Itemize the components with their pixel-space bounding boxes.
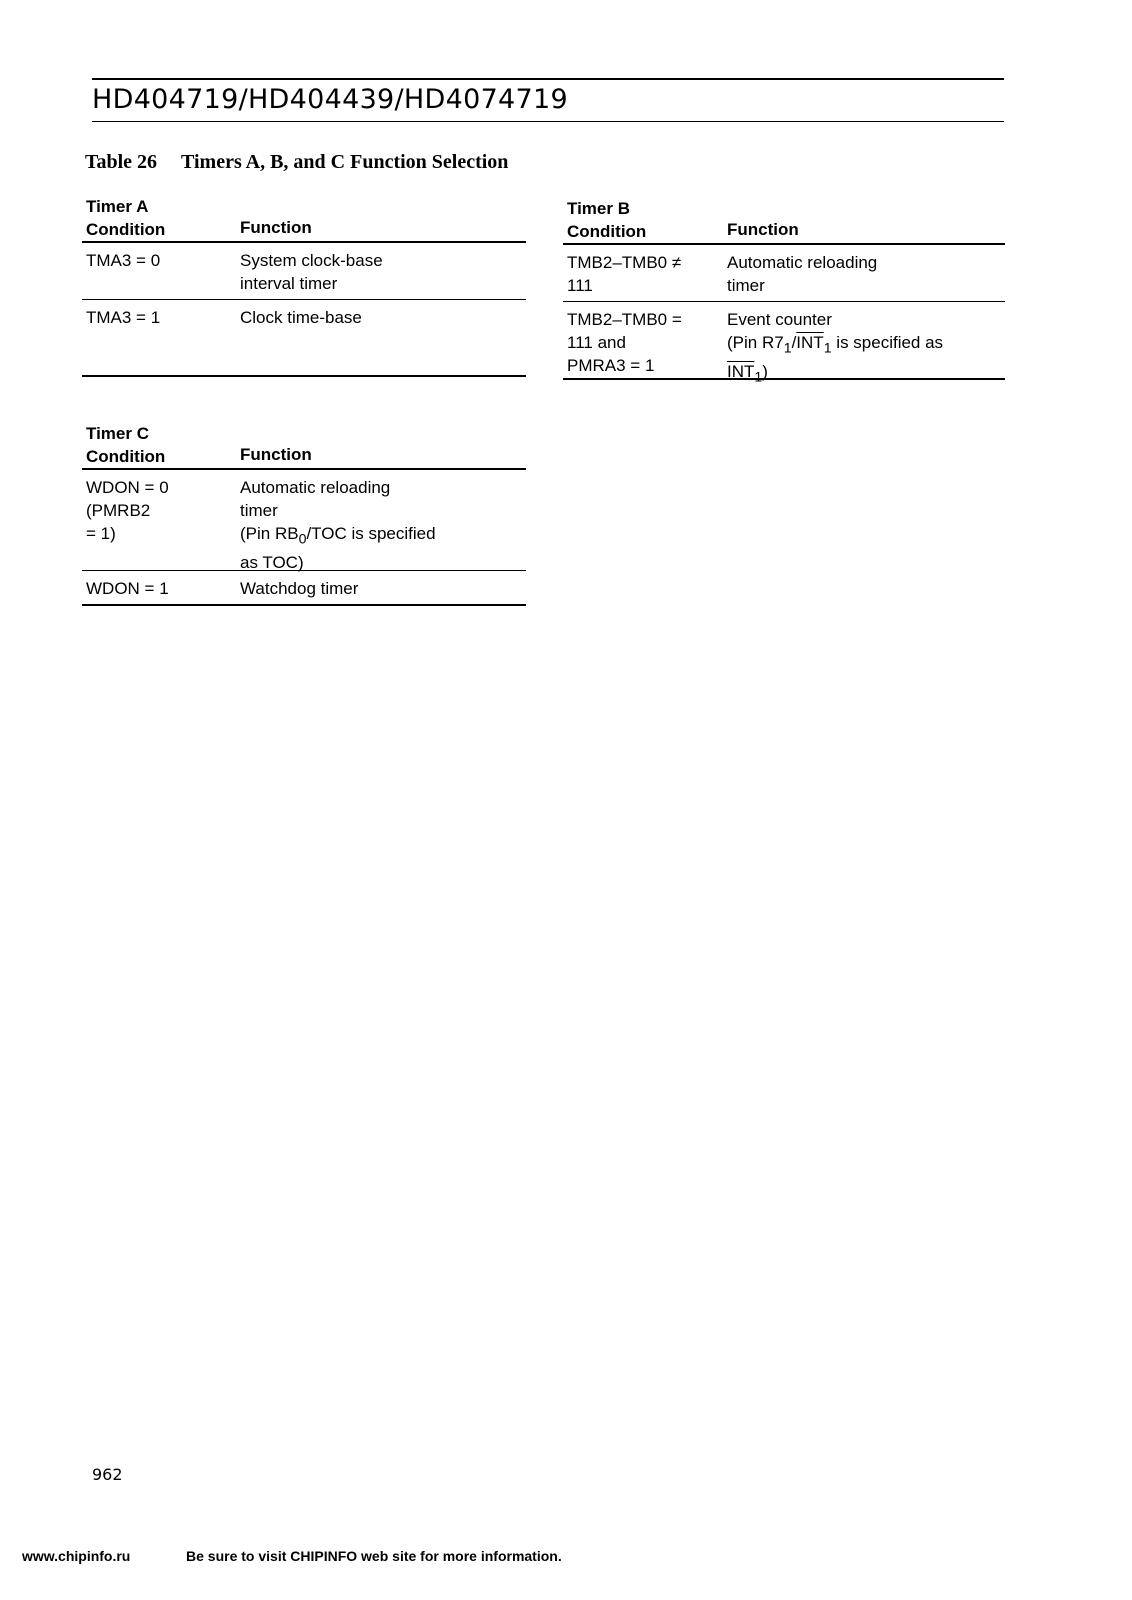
- document-title: HD404719/HD404439/HD4074719: [92, 84, 568, 115]
- timer-c-heading: Timer C: [86, 424, 149, 443]
- function-column-header: Function: [240, 445, 312, 464]
- condition-column-header: Condition: [86, 220, 166, 239]
- page-number: 962: [92, 1465, 123, 1484]
- function-cell: Event counter (Pin $R7_1/\overline{INT}_1$ is specified as $\overline{INT}_1$): [727, 308, 943, 390]
- function-cell: Automatic reloading timer: [727, 253, 878, 295]
- function-cell: Automatic reloading timer (Pin $RB_0$/TOC is specified as TOC): [240, 478, 436, 573]
- table-row: [82, 243, 526, 300]
- function-cell: Clock time-base: [240, 308, 362, 327]
- function-column-header: Function: [240, 218, 312, 237]
- timer-c-table: [82, 422, 526, 606]
- timer-b-table: [563, 197, 1005, 386]
- header-rule-top: [92, 78, 1004, 80]
- function-cell: System clock-base interval timer: [240, 251, 383, 293]
- timer-a-heading: Timer A: [86, 197, 149, 216]
- condition-column-header: Condition: [86, 447, 166, 466]
- condition-cell: TMB2–TMB0 ≠ 111: [567, 253, 682, 295]
- condition-cell: WDON = 1: [86, 579, 169, 598]
- timer-a-header-condition: [86, 195, 165, 241]
- timer-a-header: [82, 195, 526, 243]
- table-row: [563, 245, 1005, 302]
- timer-c-header: [82, 422, 526, 470]
- pin-description: (Pin $R7_1/\overline{INT}_1$ is specified as: [727, 333, 944, 357]
- timer-b-header-condition: [567, 197, 646, 243]
- condition-cell: TMA3 = 1: [86, 308, 161, 327]
- table-row: [82, 300, 526, 377]
- header-rule-bottom: [92, 121, 1004, 122]
- timer-b-header: [563, 197, 1005, 245]
- pin-description-end: $\overline{INT}_1$): [727, 362, 768, 386]
- footer-note: Be sure to visit CHIPINFO web site for more information.: [186, 1548, 562, 1564]
- function-column-header: Function: [727, 220, 799, 239]
- condition-cell: TMA3 = 0: [86, 251, 161, 270]
- condition-column-header: Condition: [567, 222, 647, 241]
- pin-description: (Pin $RB_0$/TOC is specified: [240, 524, 436, 548]
- table-row: [82, 470, 526, 571]
- condition-cell: WDON = 0 (PMRB2 = 1): [86, 478, 169, 543]
- condition-cell: TMB2–TMB0 = 111 and PMRA3 = 1: [567, 310, 682, 375]
- function-cell: Watchdog timer: [240, 579, 359, 598]
- timer-a-table: [82, 195, 526, 377]
- footer-site-link[interactable]: www.chipinfo.ru: [22, 1548, 131, 1564]
- table-row: [82, 571, 526, 606]
- table-number: Table 26: [85, 151, 158, 173]
- table-row: [563, 302, 1005, 386]
- table-title: Timers A, B, and C Function Selection: [181, 151, 509, 173]
- timer-b-heading: Timer B: [567, 199, 630, 218]
- timer-c-header-condition: [86, 422, 165, 468]
- table-caption: [85, 151, 508, 174]
